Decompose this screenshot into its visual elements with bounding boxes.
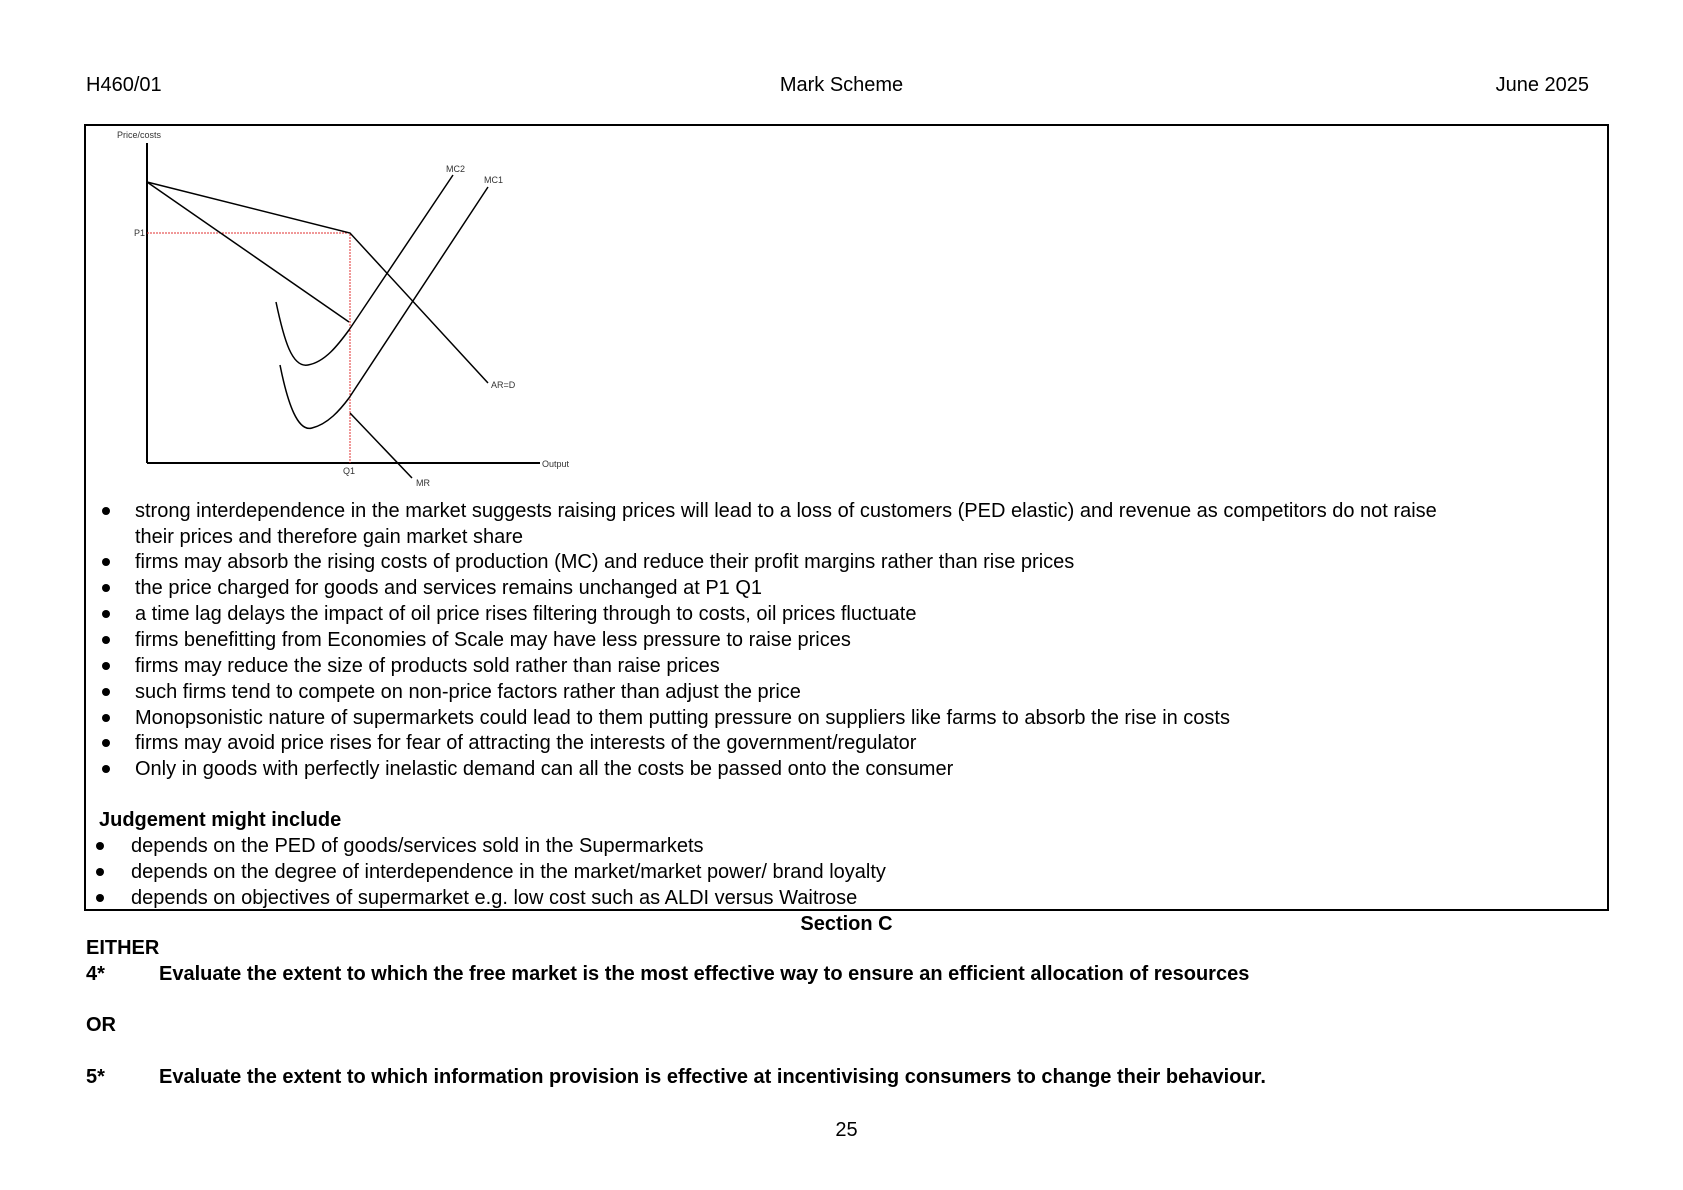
list-item: strong interdependence in the market suggests raising prices will lead to a loss of customers (PED elastic) and revenue as competitors do not raise <box>135 500 1437 522</box>
list-item: firms may avoid price rises for fear of attracting the interests of the government/regulator <box>135 732 917 754</box>
mr-upper-segment <box>147 182 349 322</box>
list-item: such firms tend to compete on non-price factors rather than adjust the price <box>135 681 801 703</box>
question-4-text: Evaluate the extent to which the free market is the most effective way to ensure an efficient allocation of resources <box>159 963 1250 985</box>
bullet-icon <box>96 868 104 876</box>
bullet-icon <box>96 842 104 850</box>
judgement-item: depends on the degree of interdependence in the market/market power/ brand loyalty <box>131 861 886 883</box>
page-number: 25 <box>835 1119 858 1141</box>
p1-q1-guide <box>147 233 350 463</box>
bullet-icon <box>102 636 110 644</box>
list-item: Only in goods with perfectly inelastic demand can all the costs be passed onto the consumer <box>135 758 954 780</box>
bullet-icon <box>102 688 110 696</box>
ar-label: AR=D <box>491 380 516 390</box>
judgement-item: depends on objectives of supermarket e.g. low cost such as ALDI versus Waitrose <box>131 887 858 909</box>
mc1-label: MC1 <box>484 175 504 185</box>
kinked-demand-diagram <box>0 0 620 500</box>
bullet-icon <box>102 662 110 670</box>
paper-code: H460/01 <box>86 74 162 96</box>
mr-lower-segment <box>350 413 412 478</box>
question-4-number: 4* <box>86 963 105 985</box>
exam-date: June 2025 <box>1495 74 1589 96</box>
list-item: firms benefitting from Economies of Scale may have less pressure to raise prices <box>135 629 851 651</box>
list-item: a time lag delays the impact of oil price rises filtering through to costs, oil prices fluctuate <box>135 603 917 625</box>
bullet-icon <box>102 584 110 592</box>
or-label: OR <box>86 1014 116 1036</box>
question-5-text: Evaluate the extent to which information provision is effective at incentivising consumers to change their behaviour. <box>159 1066 1266 1088</box>
list-item: the price charged for goods and services remains unchanged at P1 Q1 <box>135 577 763 599</box>
list-item: firms may reduce the size of products sold rather than raise prices <box>135 655 720 677</box>
document-title: Mark Scheme <box>779 74 904 96</box>
section-title: Section C <box>800 913 893 935</box>
bullet-icon <box>102 507 110 515</box>
bullet-icon <box>102 714 110 722</box>
mr-label: MR <box>416 478 430 488</box>
bullet-icon <box>102 765 110 773</box>
mc2-label: MC2 <box>446 164 466 174</box>
x-axis-label: Output <box>542 459 570 469</box>
judgement-heading: Judgement might include <box>99 809 342 831</box>
y-axis-label: Price/costs <box>117 130 162 140</box>
mc2-curve <box>276 175 453 365</box>
list-item: firms may absorb the rising costs of production (MC) and reduce their profit margins rather than rise prices <box>135 551 1075 573</box>
either-label: EITHER <box>86 937 160 959</box>
bullet-icon <box>102 558 110 566</box>
ar-demand-curve <box>147 182 488 383</box>
question-5-number: 5* <box>86 1066 105 1088</box>
list-item-continuation: their prices and therefore gain market share <box>135 526 523 548</box>
p1-label: P1 <box>134 228 146 238</box>
bullet-icon <box>102 610 110 618</box>
judgement-item: depends on the PED of goods/services sold in the Supermarkets <box>131 835 704 857</box>
bullet-icon <box>96 894 104 902</box>
bullet-icon <box>102 739 110 747</box>
list-item: Monopsonistic nature of supermarkets could lead to them putting pressure on suppliers like farms to absorb the rise in costs <box>135 707 1230 729</box>
q1-label: Q1 <box>343 466 356 476</box>
